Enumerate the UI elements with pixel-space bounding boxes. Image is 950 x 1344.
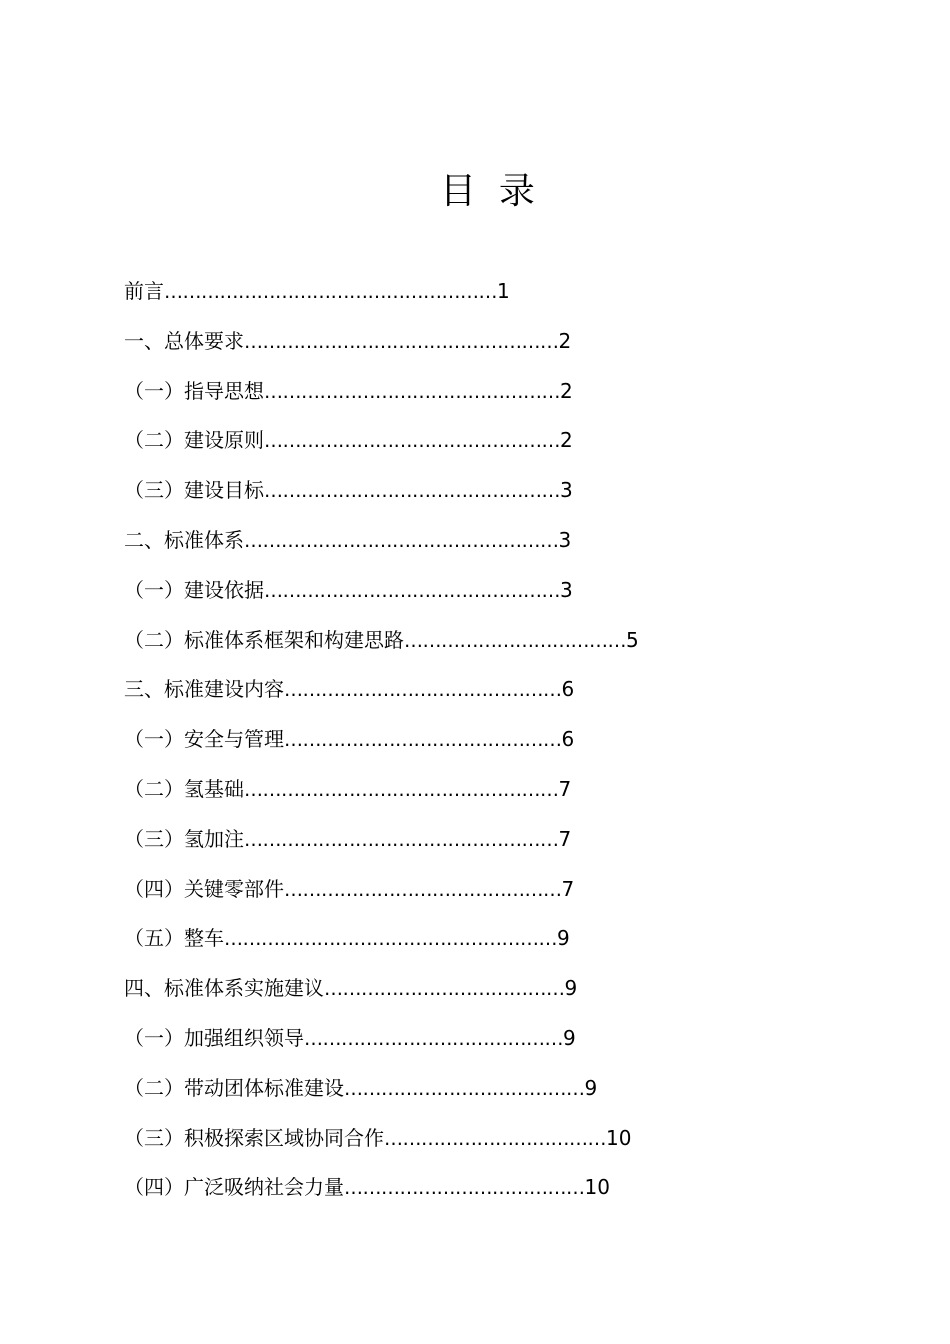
toc-page-number: 3 (560, 478, 573, 503)
toc-page-number: 2 (560, 428, 573, 453)
toc-entry-label: （三）积极探索区域协同合作 (124, 1125, 384, 1150)
toc-leader-dots: …………………………………… (304, 1027, 563, 1050)
toc-entry-label: 前言 (124, 279, 164, 303)
toc-leader-dots: ……………………………………… (284, 729, 562, 752)
toc-entry-label: （五）整车 (124, 926, 224, 951)
toc-page-number: 9 (563, 1025, 576, 1050)
toc-entry-label: （二）氢基础 (124, 776, 244, 801)
toc-leader-dots: ………………………………… (344, 1177, 585, 1200)
toc-entry-label: 四、标准体系实施建议 (124, 976, 324, 1001)
toc-leader-dots: ………………………………… (324, 978, 565, 1001)
toc-leader-dots: ………………………………… (344, 1077, 585, 1100)
toc-page-number: 5 (626, 627, 639, 652)
toc-entry-label: 二、标准体系 (124, 527, 244, 552)
toc-entry[interactable] (124, 1022, 844, 1072)
toc-entry-label: （一）建设依据 (124, 577, 264, 602)
toc-entry-label: （三）氢加注 (124, 826, 244, 851)
toc-page-number: 1 (497, 279, 510, 303)
toc-leader-dots: ………………………………………… (264, 380, 560, 403)
toc-entry[interactable] (124, 823, 844, 873)
toc-page-number: 9 (557, 926, 570, 951)
toc-page-number: 9 (584, 1075, 598, 1100)
toc-entry-label: （四）关键零部件 (124, 876, 284, 901)
toc-entry[interactable] (124, 873, 844, 923)
toc-entry[interactable] (124, 1171, 844, 1221)
toc-page-number: 9 (564, 976, 578, 1001)
toc-page-number: 3 (558, 527, 572, 552)
toc-leader-dots: ……………………………………………… (224, 928, 557, 951)
toc-leader-dots: …………………………………………… (244, 828, 559, 851)
toc-page-number: 3 (560, 577, 573, 602)
toc-leader-dots: ……………………………………………… (164, 281, 497, 303)
toc-leader-dots: ………………………………………… (264, 430, 560, 453)
toc-entry-label: （一）加强组织领导 (124, 1025, 304, 1050)
toc-leader-dots: ………………………………………… (264, 579, 560, 602)
toc-entry[interactable] (124, 275, 844, 325)
toc-entry-label: （三）建设目标 (124, 478, 264, 503)
toc-entry-label: 三、标准建设内容 (124, 677, 284, 702)
toc-entry[interactable] (124, 375, 844, 425)
toc-leader-dots: ……………………………………… (284, 878, 562, 901)
page-title: 目 录 (440, 171, 535, 212)
toc-leader-dots: ………………………………………… (264, 480, 560, 503)
toc-entry[interactable] (124, 1072, 844, 1122)
toc-entry-label: （一）指导思想 (124, 378, 264, 403)
toc-entry-label: （二）建设原则 (124, 428, 264, 453)
toc-page-number: 10 (584, 1175, 610, 1200)
toc-page-number: 6 (561, 677, 575, 702)
toc-page-number: 10 (606, 1125, 632, 1150)
toc-entry[interactable] (124, 325, 844, 375)
toc-entry[interactable] (124, 1122, 844, 1172)
toc-entry[interactable] (124, 972, 844, 1022)
toc-page-number: 7 (561, 876, 575, 901)
toc-entry[interactable] (124, 524, 844, 574)
toc-entry-label: （一）安全与管理 (124, 727, 284, 752)
toc-entry[interactable] (124, 723, 844, 773)
toc-entry[interactable] (124, 474, 844, 524)
toc-leader-dots: …………………………………………… (244, 778, 559, 801)
toc-entry[interactable] (124, 922, 844, 972)
toc-entry-label: （二）带动团体标准建设 (124, 1075, 344, 1100)
toc-entry[interactable] (124, 424, 844, 474)
toc-entry-label: （四）广泛吸纳社会力量 (124, 1175, 344, 1200)
table-of-contents (124, 275, 844, 1221)
toc-entry[interactable] (124, 773, 844, 823)
toc-leader-dots: ……………………………… (384, 1127, 606, 1150)
toc-page-number: 2 (560, 378, 573, 403)
toc-page-number: 7 (558, 826, 572, 851)
toc-entry[interactable] (124, 624, 844, 674)
toc-leader-dots: …………………………………………… (244, 529, 559, 552)
toc-leader-dots: …………………………………………… (244, 330, 559, 353)
toc-entry[interactable] (124, 673, 844, 723)
toc-page-number: 2 (558, 328, 572, 353)
toc-page-number: 6 (561, 727, 575, 752)
toc-leader-dots: ……………………………… (404, 629, 626, 652)
toc-entry-label: 一、总体要求 (124, 328, 244, 353)
toc-entry[interactable] (124, 574, 844, 624)
toc-entry-label: （二）标准体系框架和构建思路 (124, 627, 404, 652)
toc-page-number: 7 (558, 776, 572, 801)
toc-leader-dots: ……………………………………… (284, 679, 562, 702)
